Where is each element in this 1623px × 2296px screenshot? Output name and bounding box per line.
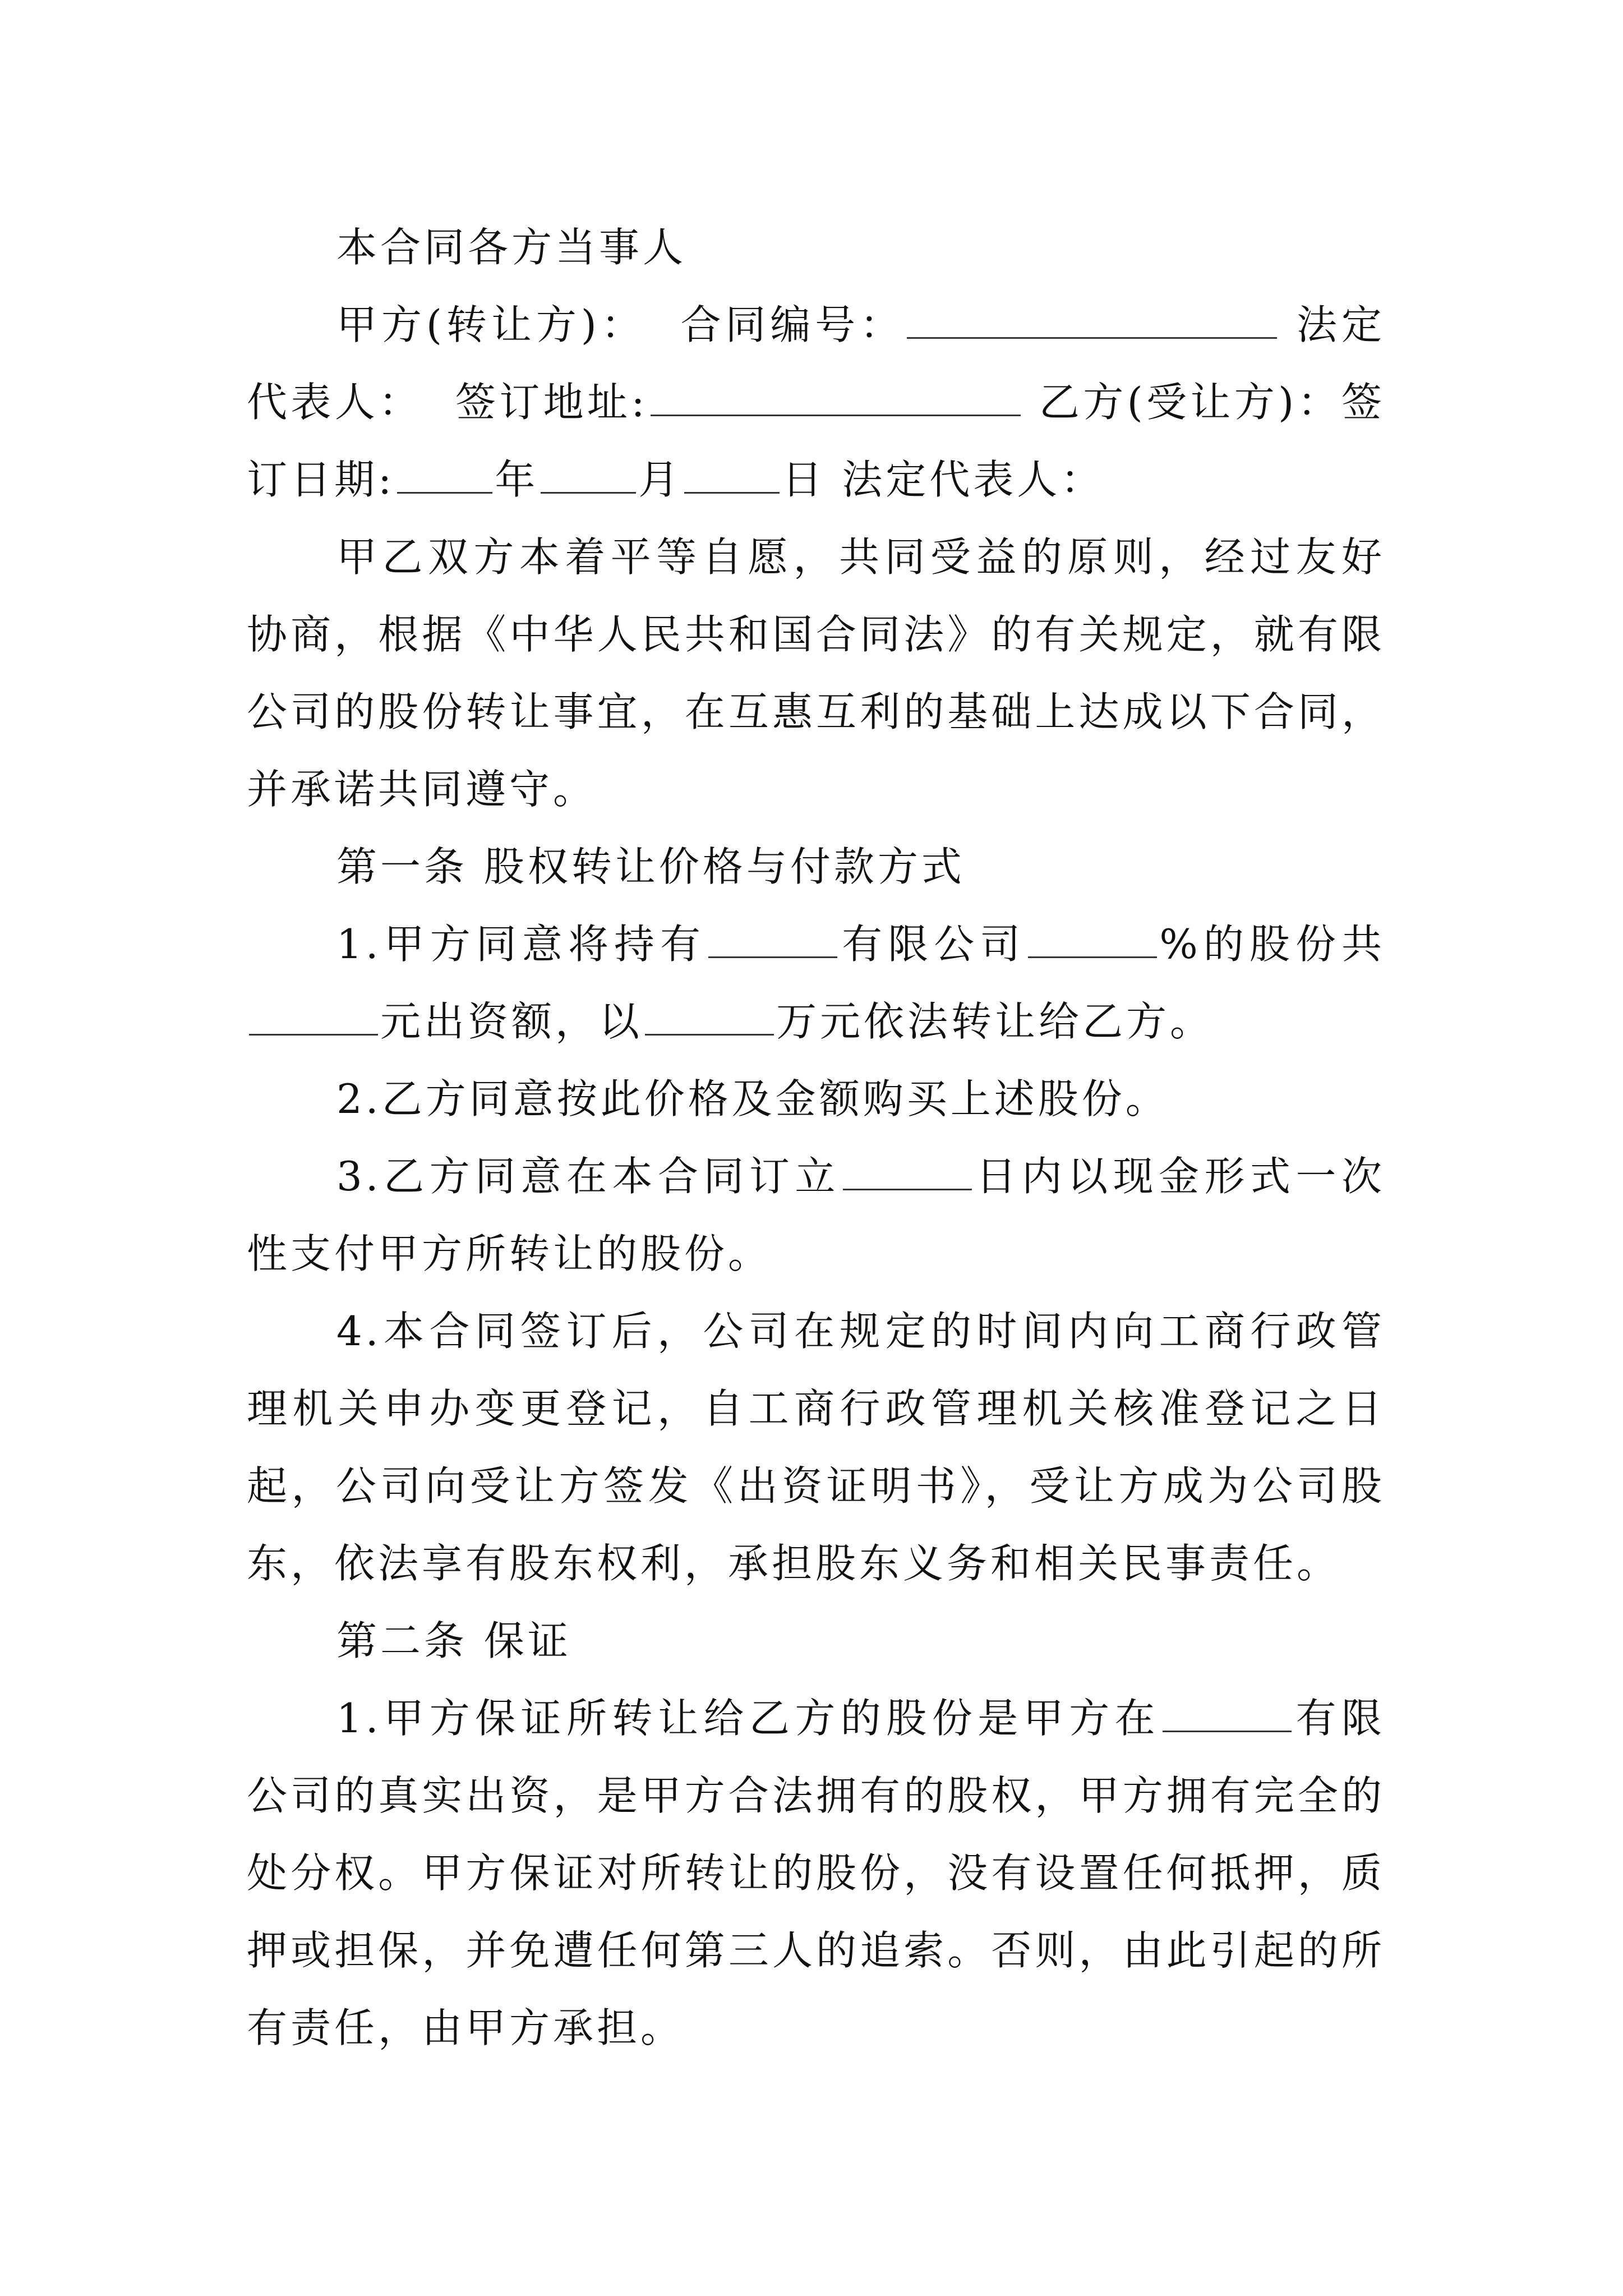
preamble-paragraph: 甲乙双方本着平等自愿，共同受益的原则，经过友好协商，根据《中华人民共和国合同法》的有关规定，就有限公司的股份转让事宜，在互惠互利的基础上达成以下合同，并承诺共同遵守。 xyxy=(247,533,1385,813)
parties-heading: 本合同各方当事人 xyxy=(336,224,687,271)
day-label: 日 xyxy=(782,456,826,503)
year-label: 年 xyxy=(495,456,539,503)
sign-place-blank xyxy=(651,370,1021,416)
legal-rep-b-label: 法定代表人： xyxy=(842,456,1105,503)
year-blank xyxy=(397,447,492,494)
company-name-blank-2 xyxy=(1163,1686,1292,1732)
article-1-item-2: 2.乙方同意按此价格及金额购买上述股份。 xyxy=(336,1075,1169,1122)
sign-date-label: 签订日期: xyxy=(247,379,1385,503)
article-1-title: 第一条 股权转让价格与付款方式 xyxy=(336,843,965,890)
article-2-item-1: 1.甲方保证所转让给乙方的股份是甲方在 有限公司的真实出资，是甲方合法拥有的股权，甲方拥有完全的处分权。甲方保证对所转让的股份，没有设置任何抵押，质押或担保，并免遭任何第三人的追索。否则，由此引起的所有责任，由甲方承担。 xyxy=(247,1680,1385,2067)
share-percent-blank xyxy=(1028,912,1157,958)
contract-number-label: 合同编号： xyxy=(680,301,905,348)
party-b-label: 乙方(受让方)： xyxy=(1039,379,1341,426)
article-2-title: 第二条 保证 xyxy=(336,1617,571,1664)
parties-block xyxy=(247,286,1385,518)
month-blank xyxy=(541,447,636,494)
capital-amount-blank xyxy=(249,989,378,1036)
company-name-blank xyxy=(708,912,837,958)
day-blank xyxy=(684,447,780,494)
article-1-item-1: 1.甲方同意将持有 有限公司 %的股份共元出资额，以 万元依法转让给乙方。 xyxy=(247,905,1385,1060)
sign-place-label: 签订地址: xyxy=(455,379,648,426)
article-1-item-4: 4.本合同签订后，公司在规定的时间内向工商行政管理机关申办变更登记，自工商行政管理机关核准登记之日起，公司向受让方签发《出资证明书》，受让方成为公司股东，依法享有股东权利，承担股东义务和相关民事责任。 xyxy=(247,1308,1385,1587)
contract-number-blank xyxy=(907,292,1277,339)
article-1-item-3: 3.乙方同意在本合同订立 日内以现金形式一次性支付甲方所转让的股份。 xyxy=(247,1138,1385,1292)
payment-days-blank xyxy=(843,1144,972,1190)
price-blank xyxy=(645,989,774,1036)
party-a-label: 甲方(转让方)： xyxy=(336,301,646,348)
month-label: 月 xyxy=(638,456,683,503)
legal-rep-a-label: 法定代表人： xyxy=(247,301,1385,426)
document-body xyxy=(247,209,1385,2067)
